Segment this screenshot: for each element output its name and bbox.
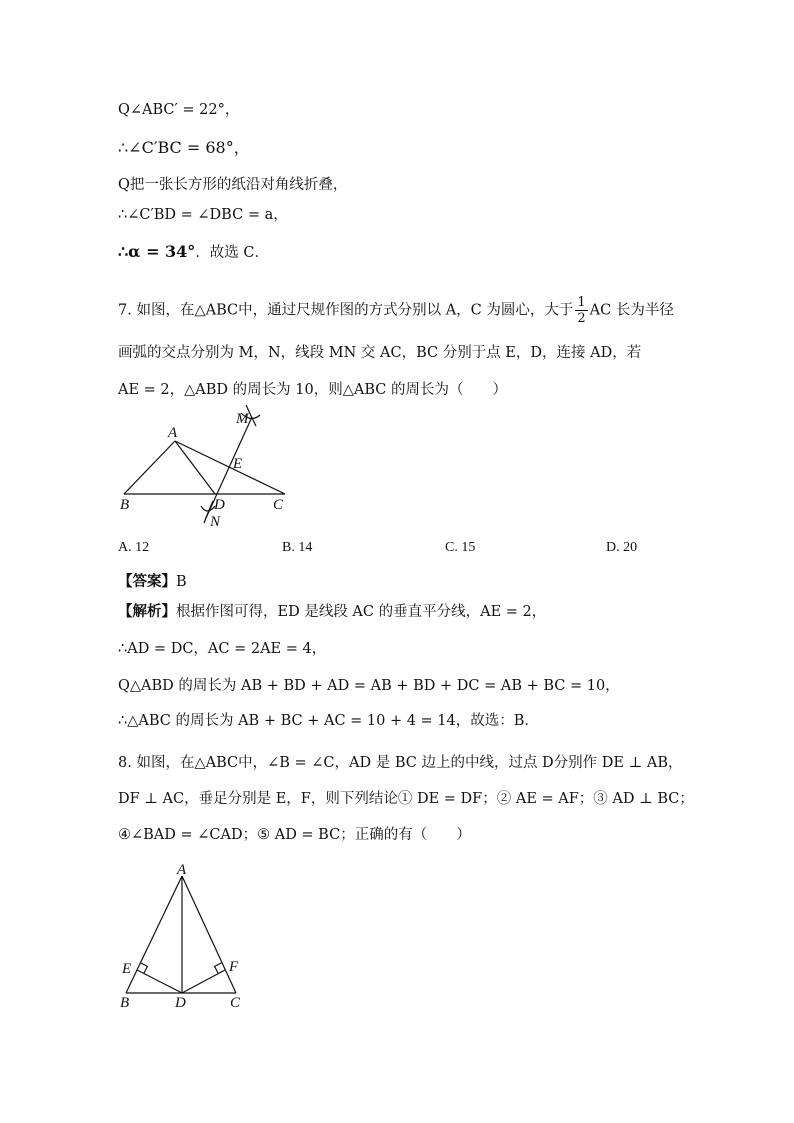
fraction-numerator: 1 bbox=[577, 295, 586, 310]
question-7-line-2: 画弧的交点分别为 M，N，线段 MN 交 AC，BC 分别于点 E，D，连接 AD，若 bbox=[118, 345, 642, 361]
explanation-line-2: ∴AD = DC，AC = 2AE = 4， bbox=[118, 641, 327, 657]
answer-tag: 【答案】 bbox=[118, 574, 176, 590]
answer-line bbox=[118, 572, 187, 592]
q7-text-b: AC 长为半径 bbox=[589, 302, 674, 319]
question-8-line-2: DF ⊥ AC，垂足分别是 E，F，则下列结论① DE = DF；② AE = AF；③ AD ⊥ BC； bbox=[118, 791, 694, 807]
alpha-value: ∴α = 34° bbox=[118, 242, 196, 261]
line-angle-cbc: ∴∠C′BC = 68°， bbox=[118, 138, 250, 157]
question-8-line-1: 8. 如图，在△ABC中，∠B = ∠C，AD 是 BC 边上的中线，过点 D分别作 DE ⊥ AB， bbox=[118, 755, 683, 771]
fraction-denominator: 2 bbox=[577, 311, 586, 326]
question-7-line-1 bbox=[118, 295, 674, 326]
explanation-line-4: ∴△ABC 的周长为 AB + BC + AC = 10 + 4 = 14，故选：B． bbox=[118, 713, 539, 729]
fig2-label-f: F bbox=[229, 959, 239, 975]
explanation-line-1 bbox=[118, 602, 546, 622]
explanation-line-3: Q△ABD 的周长为 AB + BD + AD = AB + BD + DC = AB + BC = 10， bbox=[118, 678, 620, 694]
figure-isosceles-triangle-median bbox=[110, 860, 260, 1015]
fig2-label-b: B bbox=[120, 995, 130, 1011]
answer-value: B bbox=[176, 574, 187, 590]
option-a[interactable]: A. 12 bbox=[118, 540, 150, 555]
fig1-label-d: D bbox=[214, 497, 225, 513]
fig1-label-e: E bbox=[233, 456, 243, 472]
line-fold-statement: Q把一张长方形的纸沿对角线折叠， bbox=[118, 177, 348, 193]
fig1-label-b: B bbox=[120, 497, 130, 513]
fig1-label-c: C bbox=[273, 497, 284, 513]
fig2-label-e: E bbox=[122, 961, 132, 977]
option-c[interactable]: C. 15 bbox=[445, 540, 476, 555]
fig1-label-a: A bbox=[168, 425, 178, 441]
explanation-tag: 【解析】 bbox=[118, 604, 176, 620]
option-d[interactable]: D. 20 bbox=[606, 540, 638, 555]
fig1-label-m: M bbox=[236, 411, 249, 427]
fig2-label-a: A bbox=[177, 862, 187, 878]
fig2-label-d: D bbox=[175, 995, 186, 1011]
q7-text-a: 7. 如图，在△ABC中，通过尺规作图的方式分别以 A，C 为圆心，大于 bbox=[118, 302, 574, 319]
option-b[interactable]: B. 14 bbox=[282, 540, 313, 555]
figure-triangle-perpendicular-bisector bbox=[110, 405, 310, 530]
fraction-half bbox=[575, 295, 587, 326]
choose-c: ．故选 C． bbox=[195, 245, 270, 261]
question-7-line-3: AE = 2，△ABD 的周长为 10，则△ABC 的周长为（ ） bbox=[118, 382, 507, 398]
line-alpha-result bbox=[118, 242, 269, 263]
question-8-line-3: ④∠BAD = ∠CAD；⑤ AD = BC；正确的有（ ） bbox=[118, 827, 471, 843]
fig2-label-c: C bbox=[230, 995, 241, 1011]
explanation-text-1: 根据作图可得，ED 是线段 AC 的垂直平分线，AE = 2， bbox=[176, 604, 547, 620]
line-angle-cbd: ∴∠C′BD = ∠DBC = a， bbox=[118, 207, 288, 223]
line-angle-abc-prime: Q∠ABC′ = 22°， bbox=[118, 102, 240, 118]
fig1-label-n: N bbox=[210, 514, 221, 530]
